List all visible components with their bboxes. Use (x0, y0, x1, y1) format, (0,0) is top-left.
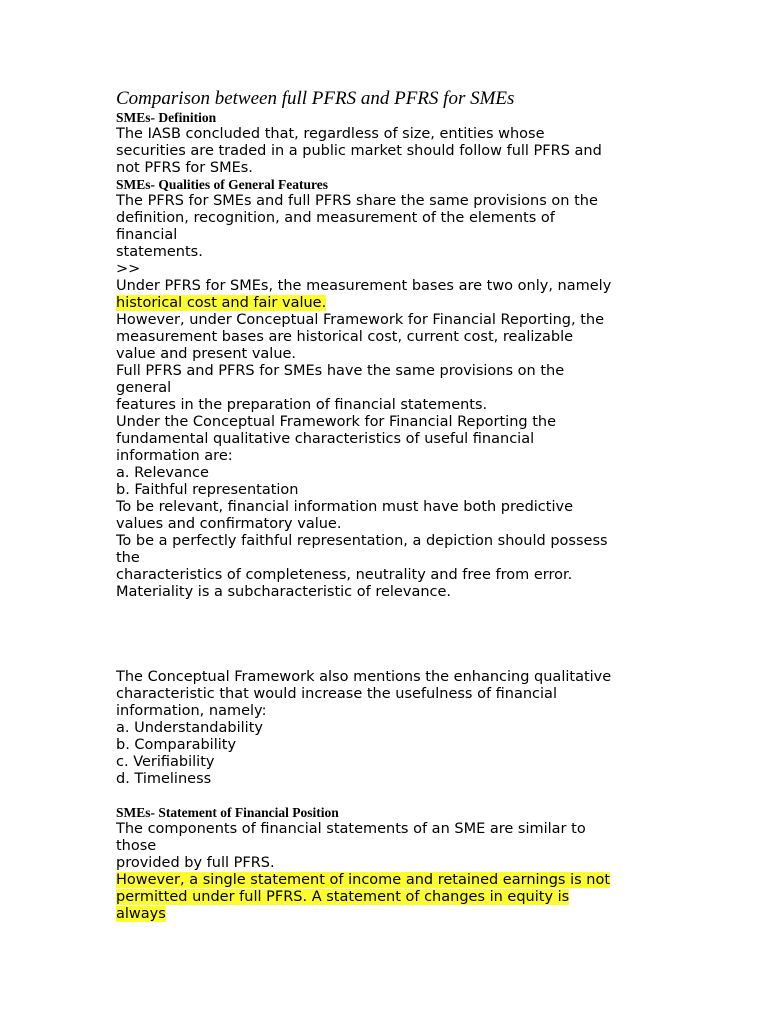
highlighted-line (116, 906, 756, 923)
text-line: >> (116, 261, 141, 277)
highlight-text: always (116, 906, 166, 922)
list-item: a. Understandability (116, 720, 263, 736)
text-line: provided by full PFRS. (116, 855, 275, 871)
list-item: b. Faithful representation (116, 482, 299, 498)
section-heading: SMEs- Qualities of General Features (116, 177, 328, 192)
text-line: securities are traded in a public market should follow full PFRS and (116, 143, 602, 159)
text-line: Full PFRS and PFRS for SMEs have the same provisions on the (116, 363, 565, 379)
section-heading: SMEs- Statement of Financial Position (116, 805, 339, 820)
text-line: characteristics of completeness, neutrality and free from error. (116, 567, 573, 583)
text-line: Under PFRS for SMEs, the measurement bases are two only, namely (116, 278, 612, 294)
text-line: The components of financial statements of an SME are similar to (116, 821, 586, 837)
text-line: To be relevant, financial information must have both predictive (116, 499, 573, 515)
section-heading: SMEs- Definition (116, 110, 217, 125)
spacer (116, 601, 756, 669)
text-line: value and present value. (116, 346, 297, 362)
text-line: The IASB concluded that, regardless of size, entities whose (116, 126, 545, 142)
section-definition (116, 110, 756, 177)
highlight-text: However, a single statement of income and retained earnings is not (116, 872, 611, 888)
text-line: not PFRS for SMEs. (116, 160, 253, 176)
section-enhancing (116, 669, 756, 788)
list-item: a. Relevance (116, 465, 209, 481)
text-line: features in the preparation of financial statements. (116, 397, 488, 413)
text-line: measurement bases are historical cost, current cost, realizable (116, 329, 574, 345)
text-line: fundamental qualitative characteristics of useful financial (116, 431, 535, 447)
highlighted-line (116, 295, 756, 312)
section-qualities (116, 177, 756, 601)
highlighted-line (116, 872, 756, 889)
text-line: definition, recognition, and measurement of the elements of (116, 210, 555, 226)
highlight-text: historical cost and fair value. (116, 295, 327, 311)
text-line: statements. (116, 244, 203, 260)
text-line: information are: (116, 448, 233, 464)
text-line: those (116, 838, 157, 854)
text-line: The Conceptual Framework also mentions the enhancing qualitative (116, 669, 612, 685)
spacer (116, 788, 756, 805)
text-line: However, under Conceptual Framework for Financial Reporting, the (116, 312, 605, 328)
document-title: Comparison between full PFRS and PFRS for SMEs (116, 88, 515, 109)
text-line: general (116, 380, 172, 396)
text-line: the (116, 550, 140, 566)
highlighted-line (116, 889, 756, 906)
document-page (116, 88, 756, 923)
text-line: characteristic that would increase the usefulness of financial (116, 686, 557, 702)
section-financial-position (116, 805, 756, 923)
highlight-text: permitted under full PFRS. A statement of changes in equity is (116, 889, 570, 905)
text-line: financial (116, 227, 178, 243)
list-item: c. Verifiability (116, 754, 215, 770)
list-item: d. Timeliness (116, 771, 212, 787)
list-item: b. Comparability (116, 737, 237, 753)
text-line: The PFRS for SMEs and full PFRS share the same provisions on the (116, 193, 598, 209)
text-line: information, namely: (116, 703, 267, 719)
text-line: Materiality is a subcharacteristic of relevance. (116, 584, 452, 600)
text-line: Under the Conceptual Framework for Financial Reporting the (116, 414, 557, 430)
text-line: To be a perfectly faithful representation, a depiction should possess (116, 533, 608, 549)
text-line: values and confirmatory value. (116, 516, 342, 532)
